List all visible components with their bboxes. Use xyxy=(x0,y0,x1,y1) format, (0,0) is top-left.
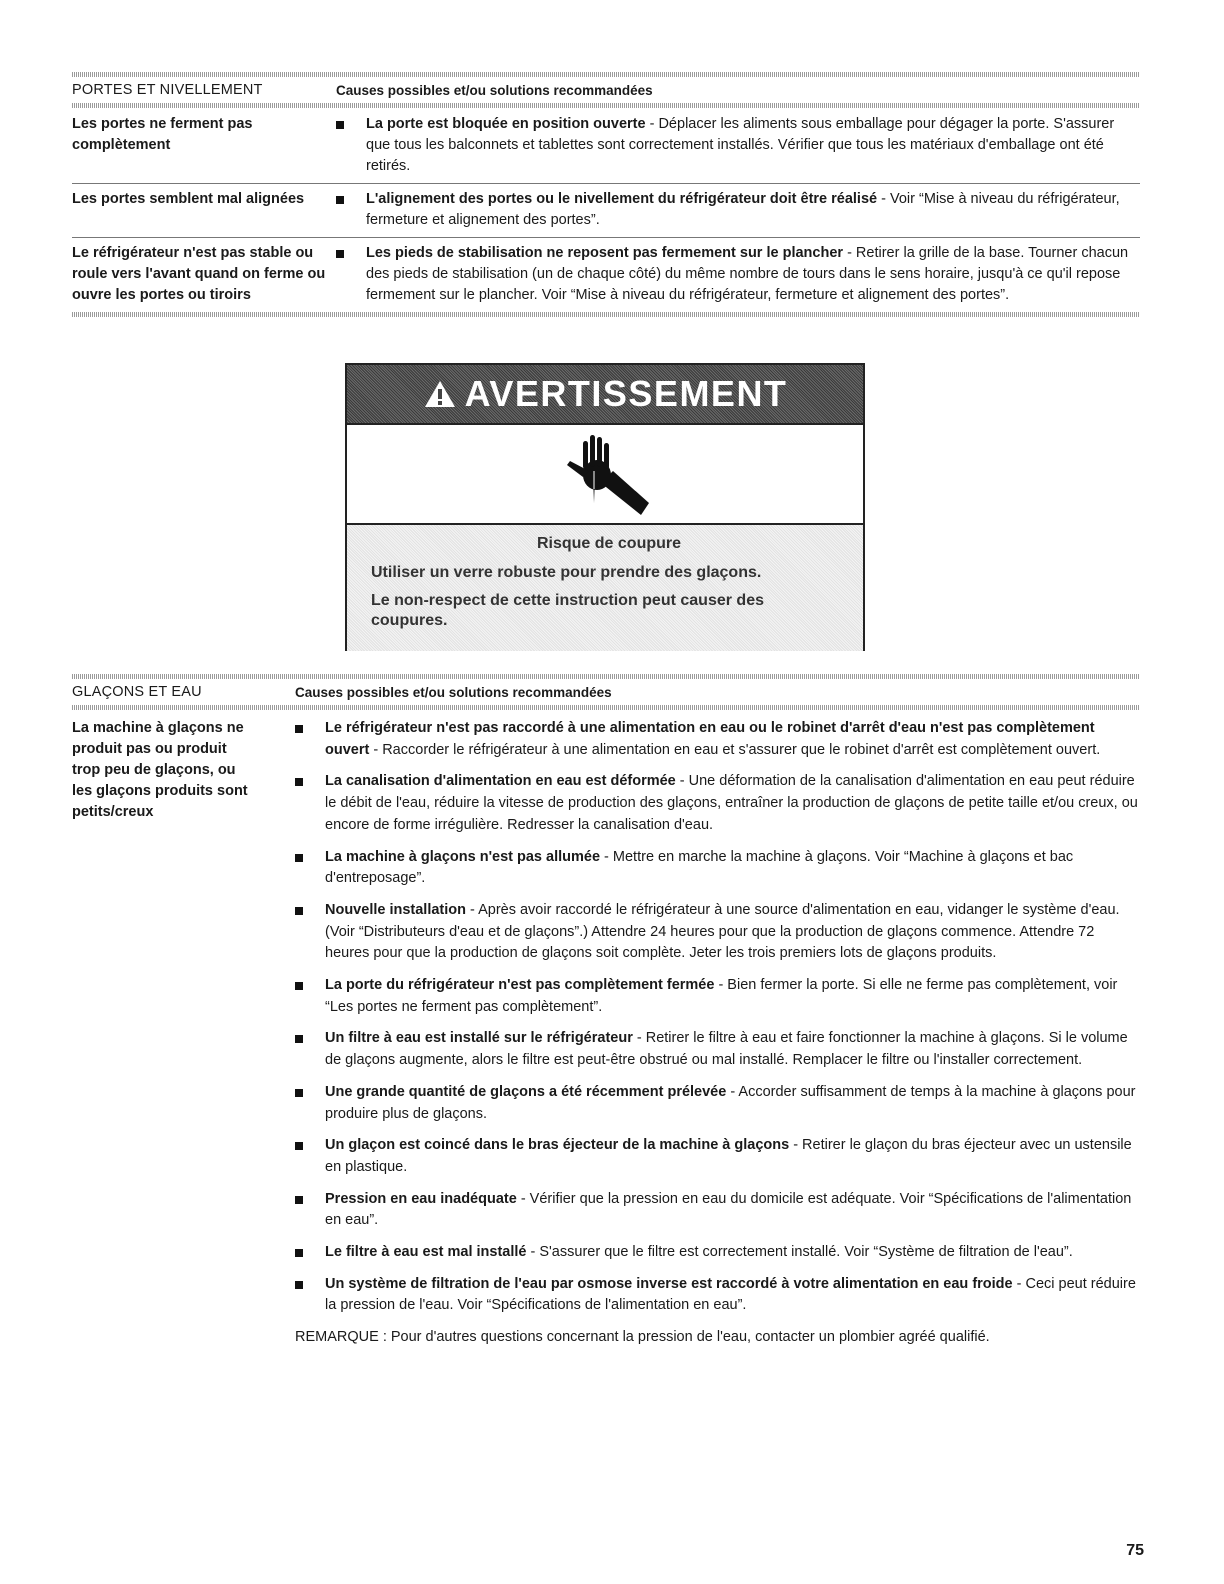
solution-text: - Retirer le glaçon du bras éjecteur avec un ustensile en plastique. xyxy=(325,1137,1132,1175)
cause-text: La canalisation d'alimentation en eau est déformée xyxy=(325,773,676,790)
problem-cell: Le réfrigérateur n'est pas stable ou roule vers l'avant quand on ferme ou ouvre les portes ou tiroirs xyxy=(72,245,326,303)
warning-message xyxy=(347,525,863,651)
solution-text: - Accorder suffisamment de temps à la machine à glaçons pour produire plus de glaçons. xyxy=(325,1083,1136,1122)
note-label: REMARQUE : xyxy=(295,1329,391,1346)
solution-text: - Une déformation de la canalisation d'alimentation en eau peut réduire le débit de l'eau, réduire la vitesse de production des glaçons, entraîner la production de glaçons de petite taille et/ou creux, ou encore de forme irrégulière. Redresser la canalisation d'eau. xyxy=(325,773,1138,833)
cause-text: Les pieds de stabilisation ne reposent pas fermement sur le plancher xyxy=(366,245,844,261)
cause-text: La porte du réfrigérateur n'est pas complètement fermée xyxy=(325,977,715,994)
problem-cell: Les portes semblent mal alignées xyxy=(72,191,305,207)
table-header xyxy=(72,77,1140,103)
list-item xyxy=(295,1082,1140,1125)
problem-cell: Les portes ne ferment pas complètement xyxy=(72,116,253,153)
solutions-list xyxy=(295,718,1140,1349)
list-item xyxy=(295,1274,1140,1317)
table-header xyxy=(72,679,1140,705)
list-item xyxy=(295,1242,1140,1264)
table-row xyxy=(72,710,1140,1349)
table-row xyxy=(72,183,1140,237)
bullet-square-icon xyxy=(295,907,303,915)
solution-text: - Retirer le filtre à eau et faire fonctionner la machine à glaçons. Si le volume de glaçons augmente, alors le filtre est peut-être obstrué ou mal installé. Remplacer le filtre ou l'installer correctement. xyxy=(325,1030,1128,1069)
cut-hazard-hand-icon xyxy=(561,431,651,517)
cause-text: Un glaçon est coincé dans le bras éjecteur de la machine à glaçons xyxy=(325,1137,790,1154)
list-item xyxy=(336,114,1140,177)
bullet-square-icon xyxy=(336,196,344,204)
table-row xyxy=(72,108,1140,183)
hazard-pictogram xyxy=(347,425,863,525)
warning-box xyxy=(345,363,865,651)
list-item xyxy=(295,1028,1140,1071)
section-heading: GLAÇONS ET EAU xyxy=(72,684,202,700)
note-text: Pour d'autres questions concernant la pression de l'eau, contacter un plombier agréé qualifié. xyxy=(390,1329,990,1346)
bullet-square-icon xyxy=(295,1249,303,1257)
warning-instruction: Utiliser un verre robuste pour prendre des glaçons. xyxy=(371,564,762,581)
table-row xyxy=(72,237,1140,312)
causes-heading: Causes possibles et/ou solutions recommandées xyxy=(295,684,612,700)
bullet-square-icon xyxy=(295,1142,303,1150)
solution-text: - S'assurer que le filtre est correctement installé. Voir “Système de filtration de l'eau”. xyxy=(526,1244,1073,1261)
doors-leveling-table xyxy=(72,72,1140,317)
warning-consequence: Le non-respect de cette instruction peut causer des coupures. xyxy=(371,592,764,629)
bullet-square-icon xyxy=(295,854,303,862)
cause-text: Pression en eau inadéquate xyxy=(325,1190,517,1207)
list-item xyxy=(295,718,1140,761)
ice-water-table xyxy=(72,674,1140,1349)
page-number: 75 xyxy=(1126,1542,1144,1559)
cause-text: Le réfrigérateur n'est pas raccordé à une alimentation en eau ou le robinet d'arrêt d'eau n'est pas complètement ouvert xyxy=(325,720,1095,758)
causes-heading: Causes possibles et/ou solutions recommandées xyxy=(336,82,653,98)
bullet-square-icon xyxy=(336,121,344,129)
solution-text: - Voir “Mise à niveau du réfrigérateur, fermeture et alignement des portes”. xyxy=(366,191,1120,228)
solution-text: - Ceci peut réduire la pression de l'eau. Voir “Spécifications de l'alimentation en eau”. xyxy=(325,1275,1136,1314)
list-item xyxy=(336,189,1140,231)
cause-text: Un système de filtration de l'eau par osmose inverse est raccordé à votre alimentation en eau froide xyxy=(325,1275,1013,1292)
solution-text: - Déplacer les aliments sous emballage pour dégager la porte. S'assurer que tous les balconnets et tablettes sont correctement installés. Vérifier que tous les matériaux d'emballage ont été retirés. xyxy=(366,116,1115,174)
bullet-square-icon xyxy=(336,250,344,258)
warning-title: Risque de coupure xyxy=(536,535,682,552)
cause-text: Une grande quantité de glaçons a été récemment prélevée xyxy=(325,1083,727,1100)
list-item xyxy=(295,1135,1140,1178)
cause-text: Un filtre à eau est installé sur le réfrigérateur xyxy=(325,1030,633,1047)
bullet-square-icon xyxy=(295,982,303,990)
solution-text: - Vérifier que la pression en eau du domicile est adéquate. Voir “Spécifications de l'alimentation en eau”. xyxy=(325,1190,1132,1229)
section-heading: PORTES ET NIVELLEMENT xyxy=(72,82,263,98)
list-item xyxy=(295,771,1140,836)
list-item xyxy=(295,975,1140,1018)
bottom-rule xyxy=(72,312,1140,317)
warning-label: AVERTISSEMENT xyxy=(464,373,788,414)
bullet-square-icon xyxy=(295,1196,303,1204)
solution-text: - Raccorder le réfrigérateur à une alimentation en eau et s'assurer que le robinet d'arrêt est complètement ouvert. xyxy=(369,741,1101,758)
list-item xyxy=(295,900,1140,965)
list-item xyxy=(336,243,1140,306)
list-item xyxy=(295,847,1140,890)
bullet-square-icon xyxy=(295,1089,303,1097)
warning-triangle-icon xyxy=(423,379,457,409)
bullet-square-icon xyxy=(295,1281,303,1289)
solution-text: - Mettre en marche la machine à glaçons. Voir “Machine à glaçons et bac d'entreposage”. xyxy=(325,848,1074,887)
cause-text: Le filtre à eau est mal installé xyxy=(325,1244,527,1261)
cause-text: L'alignement des portes ou le nivellement du réfrigérateur doit être réalisé xyxy=(366,191,878,207)
solution-text: - Retirer la grille de la base. Tourner chacun des pieds de stabilisation (un de chaque côté) du même nombre de tours dans le sens horaire, jusqu'à ce qu'il repose fermement sur le plancher. Voir “Mise à niveau du réfrigérateur, fermeture et alignement des portes”. xyxy=(366,245,1129,303)
solution-text: - Bien fermer la porte. Si elle ne ferme pas complètement, voir “Les portes ne ferment pas complètement”. xyxy=(325,977,1118,1015)
bullet-square-icon xyxy=(295,1035,303,1043)
problem-cell: La machine à glaçons ne produit pas ou produit trop peu de glaçons, ou les glaçons produits sont petits/creux xyxy=(72,720,248,820)
solution-text: - Après avoir raccordé le réfrigérateur à une source d'alimentation en eau, vidanger le système d'eau. (Voir “Distributeurs d'eau et de glaçons”.) Attendre 24 heures pour que la production de glaçons commence. Attendre 72 heures pour que la production de glaçons soit complète. Jeter les trois premiers lots de glaçons produits. xyxy=(325,901,1120,962)
cause-text: Nouvelle installation xyxy=(325,901,466,918)
list-item xyxy=(295,1189,1140,1232)
warning-header xyxy=(347,365,863,425)
bullet-square-icon xyxy=(295,725,303,733)
cause-text: La machine à glaçons n'est pas allumée xyxy=(325,848,601,865)
bullet-square-icon xyxy=(295,778,303,786)
note xyxy=(295,1327,1140,1349)
cause-text: La porte est bloquée en position ouverte xyxy=(366,116,646,132)
